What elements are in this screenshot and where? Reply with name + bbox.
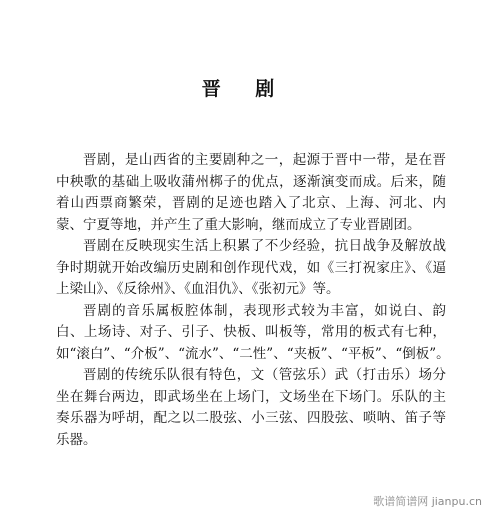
paragraph-line: 晋剧的传统乐队很有特色，文（管弦乐）武（打击乐）场分	[83, 367, 446, 383]
paragraph-line: 晋剧在反映现实生活上积累了不少经验，抗日战争及解放战	[83, 238, 446, 254]
paragraph-2	[56, 236, 446, 301]
article-body	[56, 150, 450, 451]
paragraph-3	[56, 301, 450, 366]
paragraph-line: 着山西票商繁荣，晋剧的足迹也踏入了北京、上海、河北、内	[56, 195, 446, 211]
paragraph-line: 白、上场诗、对子、引子、快板、叫板等，常用的板式有七种，	[56, 324, 446, 340]
paragraph-line: 奏乐器为呼胡，配之以二股弦、小三弦、四股弦、唢呐、笛子等	[56, 410, 446, 426]
paragraph-line: 中秧歌的基础上吸收蒲州梆子的优点，逐渐演变而成。后来，随	[56, 173, 446, 190]
page-title: 晋 剧	[201, 78, 289, 100]
paragraph-line: 上梁山》、《反徐州》、《血泪仇》、《张初元》等。	[56, 281, 340, 297]
paragraph-line: 蒙、宁夏等地，并产生了重大影响，继而成立了专业晋剧团。	[56, 216, 421, 233]
paragraph-line: 乐器。	[56, 431, 97, 448]
paragraph-line: 晋剧，是山西省的主要剧种之一，起源于晋中一带，是在晋	[83, 152, 446, 168]
paragraph-1	[56, 150, 446, 236]
paragraph-line: 争时期就开始改编历史剧和创作现代戏，如《三打祝家庄》、《逼	[56, 259, 446, 276]
paragraph-line: 晋剧的音乐属板腔体制，表现形式较为丰富，如说白、韵	[83, 302, 446, 319]
paragraph-line: 如“滚白”、“介板”、“流水”、“二性”、“夹板”、“平板”、“倒板”。	[56, 345, 450, 362]
site-watermark: 歌谱简谱网 jianpu.cn	[373, 495, 482, 508]
paragraph-4	[56, 365, 446, 451]
paragraph-line: 坐在舞台两边，即武场坐在上场门，文场坐在下场门。乐队的主	[56, 388, 446, 405]
